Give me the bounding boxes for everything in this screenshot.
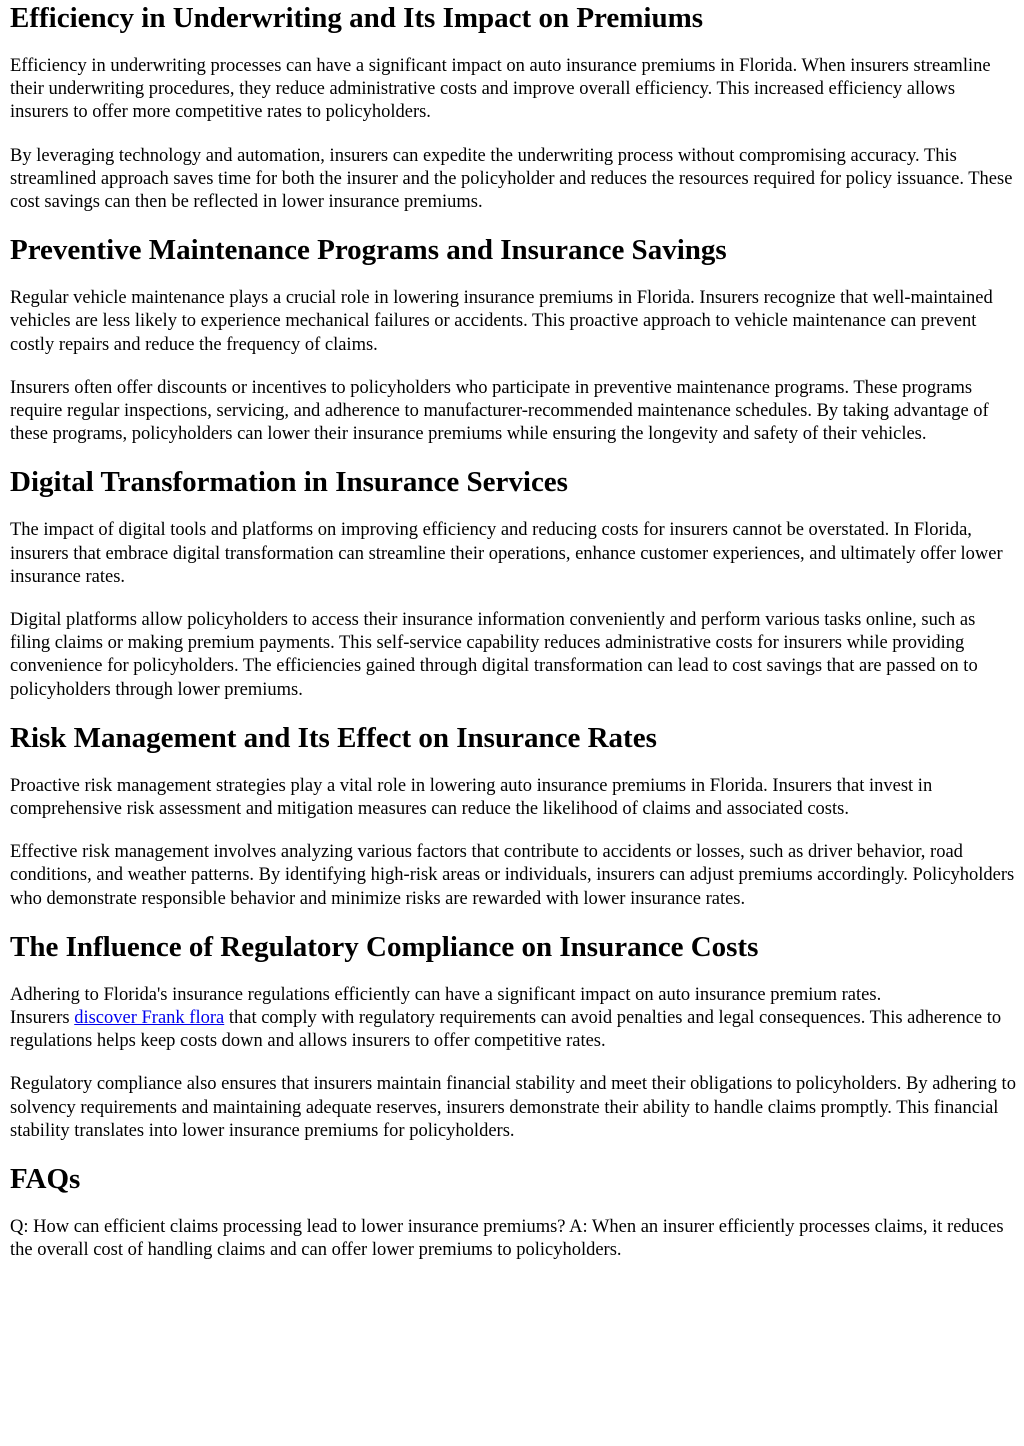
section-heading-underwriting: Efficiency in Underwriting and Its Impact on Premiums — [10, 2, 704, 34]
paragraph-with-link — [10, 984, 1016, 1054]
section-heading-faqs: FAQs — [10, 1163, 81, 1196]
paragraph-text: Adhering to Florida's insurance regulations efficiently can have a significant impact on auto insurance premium rates. — [10, 984, 882, 1005]
paragraph: The impact of digital tools and platforms on improving efficiency and reducing costs for insurers cannot be overstated. In Florida, insurers that embrace digital transformation can streamline their operations, enhance customer experiences, and ultimately offer lower insurance rates. — [10, 520, 1003, 587]
paragraph: Proactive risk management strategies play a vital role in lowering auto insurance premiums in Florida. Insurers that invest in comprehensive risk assessment and mitigation measures can reduce the likelihood of claims and associated costs. — [10, 775, 933, 820]
paragraph: Insurers often offer discounts or incentives to policyholders who participate in preventive maintenance programs. These programs require regular inspections, servicing, and adherence to manufacturer-recommended maintenance schedules. By taking advantage of these programs, policyholders can lower their insurance premiums while ensuring the longevity and safety of their vehicles. — [10, 377, 989, 445]
paragraph: By leveraging technology and automation, insurers can expedite the underwriting process without compromising accuracy. This streamlined approach saves time for both the insurer and the policyholder and reduces the resources required for policy issuance. These cost savings can then be reflected in lower insurance premiums. — [10, 145, 1013, 213]
paragraph-text: that comply with regulatory requirements can avoid penalties and legal consequences. This adherence to regulations helps keep costs down and allows insurers to offer competitive rates. — [10, 1008, 1002, 1052]
discover-frank-flora-link[interactable]: discover Frank flora — [74, 1008, 225, 1029]
paragraph: Efficiency in underwriting processes can have a significant impact on auto insurance premiums in Florida. When insurers streamline their underwriting procedures, they reduce administrative costs and improve overall efficiency. This increased efficiency allows insurers to offer more competitive rates to policyholders. — [10, 56, 991, 123]
paragraph: Effective risk management involves analyzing various factors that contribute to accidents or losses, such as driver behavior, road conditions, and weather patterns. By identifying high-risk areas or individuals, insurers can adjust premiums accordingly. Policyholders who demonstrate responsible behavior and minimize risks are rewarded with lower insurance rates. — [10, 842, 1015, 909]
section-heading-risk-management: Risk Management and Its Effect on Insurance Rates — [10, 721, 657, 754]
section-heading-regulatory-compliance: The Influence of Regulatory Compliance on Insurance Costs — [10, 930, 759, 963]
paragraph: Digital platforms allow policyholders to access their insurance information conveniently and perform various tasks online, such as filing claims or making premium payments. This self-service capability reduces administrative costs for insurers while providing convenience for policyholders. The efficiencies gained through digital transformation can lead to cost savings that are passed on to policyholders through lower premiums. — [10, 610, 978, 700]
paragraph: Regulatory compliance also ensures that insurers maintain financial stability and meet their obligations to policyholders. By adhering to solvency requirements and maintaining adequate reserves, insurers demonstrate their ability to handle claims promptly. This financial stability translates into lower insurance premiums for policyholders. — [10, 1074, 1016, 1141]
paragraph-text: Insurers — [10, 1008, 70, 1029]
faq-item: Q: How can efficient claims processing lead to lower insurance premiums? A: When an insurer efficiently processes claims, it reduces the overall cost of handling claims and can offer lower premiums to policyholders. — [10, 1217, 1004, 1261]
section-heading-preventive-maintenance: Preventive Maintenance Programs and Insurance Savings — [10, 234, 727, 267]
paragraph: Regular vehicle maintenance plays a crucial role in lowering insurance premiums in Florida. Insurers recognize that well-maintained vehicles are less likely to experience mechanical failures or accidents. This proactive approach to vehicle maintenance can prevent costly repairs and reduce the frequency of claims. — [10, 288, 993, 355]
section-heading-digital-transformation: Digital Transformation in Insurance Services — [10, 466, 568, 499]
